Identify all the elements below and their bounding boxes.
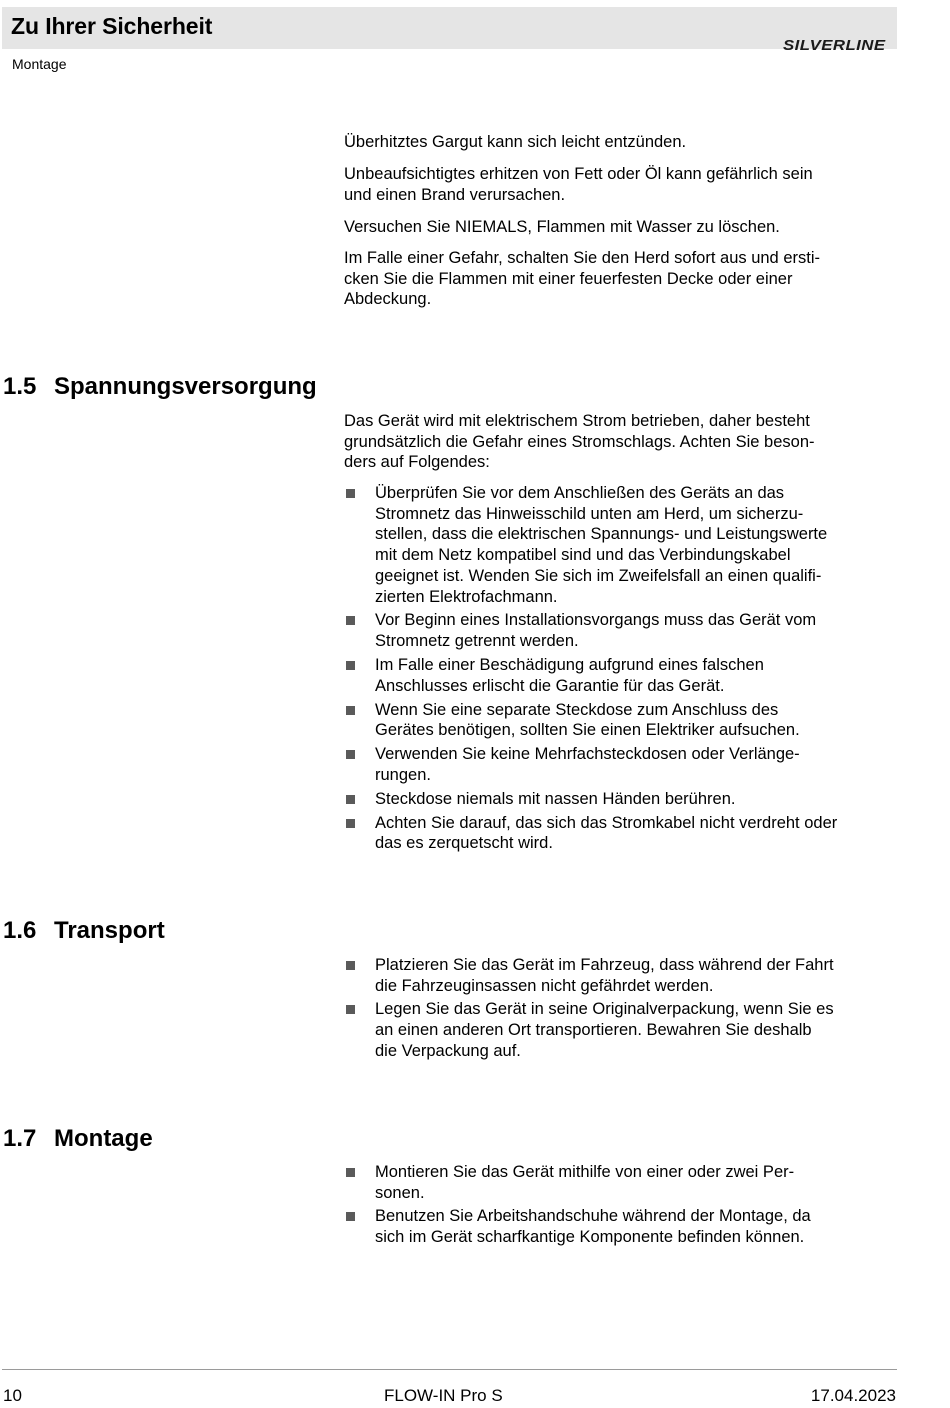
bullet-text-line: rungen.: [375, 765, 431, 784]
text-line: Das Gerät wird mit elektrischem Strom betrieben, daher besteht: [344, 412, 810, 430]
page-number: 10: [3, 1386, 22, 1405]
bullet-square-icon: [346, 661, 355, 670]
bullet-text-line: sonen.: [375, 1183, 425, 1202]
text-line: Im Falle einer Gefahr, schalten Sie den Herd sofort aus und ersti-: [344, 249, 820, 267]
bullet-text-line: Im Falle einer Beschädigung aufgrund eines falschen: [375, 656, 764, 674]
bullet-square-icon: [346, 616, 355, 625]
bullet-item: [344, 999, 914, 1061]
bullet-square-icon: [346, 1005, 355, 1014]
bullet-text-line: Montieren Sie das Gerät mithilfe von einer oder zwei Per-: [375, 1163, 795, 1181]
intro-paragraph: Überhitztes Gargut kann sich leicht entzünden.: [344, 133, 687, 151]
bullet-text-line: zierten Elektrofachmann.: [375, 587, 558, 606]
bullet-text-line: Legen Sie das Gerät in seine Originalverpackung, wenn Sie es: [375, 1000, 834, 1019]
bullet-square-icon: [346, 1168, 355, 1177]
bullet-text-line: Verwenden Sie keine Mehrfachsteckdosen oder Verlänge-: [375, 745, 800, 764]
bullet-item: [344, 1206, 914, 1247]
text-line: und einen Brand verursachen.: [344, 185, 566, 204]
bullet-square-icon: [346, 819, 355, 828]
intro-paragraph: [344, 164, 904, 205]
bullet-list: [344, 1162, 914, 1248]
page-title: Zu Ihrer Sicherheit: [11, 13, 213, 39]
bullet-square-icon: [346, 795, 355, 804]
section-number: 1.6: [3, 917, 37, 944]
section-title: Montage: [54, 1125, 153, 1152]
bullet-text-line: Anschlusses erlischt die Garantie für das Gerät.: [375, 676, 725, 695]
section-intro: [344, 411, 904, 473]
bullet-text-line: das es zerquetscht wird.: [375, 834, 553, 853]
bullet-item: [344, 655, 914, 696]
section-title: Spannungsversorgung: [54, 373, 317, 400]
bullet-square-icon: [346, 1212, 355, 1221]
bullet-square-icon: [346, 961, 355, 970]
bullet-list: [344, 955, 914, 1062]
intro-paragraph: [344, 248, 904, 310]
section-heading: [3, 1125, 153, 1153]
bullet-text-line: Vor Beginn eines Installationsvorgangs muss das Gerät vom: [375, 611, 817, 630]
bullet-item: [344, 700, 914, 741]
bullet-text-line: Gerätes benötigen, sollten Sie einen Elektriker aufsuchen.: [375, 721, 800, 740]
footer-divider: [2, 1369, 897, 1370]
bullet-text-line: Stromnetz das Hinweisschild unten am Herd, um sicherzu-: [375, 504, 804, 523]
intro-paragraph: Versuchen Sie NIEMALS, Flammen mit Wasser zu löschen.: [344, 218, 780, 236]
bullet-item: [344, 813, 914, 854]
bullet-square-icon: [346, 489, 355, 498]
section-number: 1.5: [3, 373, 37, 400]
document-date: 17.04.2023: [810, 1386, 896, 1405]
bullet-text-line: Steckdose niemals mit nassen Händen berühren.: [375, 789, 736, 808]
bullet-text-line: die Fahrzeuginsassen nicht gefährdet werden.: [375, 976, 714, 995]
text-line: ders auf Folgendes:: [344, 453, 490, 472]
product-name: FLOW-IN Pro S: [384, 1386, 503, 1405]
bullet-item: [344, 483, 914, 607]
bullet-item: [344, 1162, 914, 1203]
bullet-text-line: die Verpackung auf.: [375, 1041, 521, 1060]
text-line: Abdeckung.: [344, 290, 432, 309]
bullet-text-line: Überprüfen Sie vor dem Anschließen des Geräts an das: [375, 484, 785, 502]
bullet-item: [344, 744, 914, 785]
page-subtitle: Montage: [12, 56, 67, 72]
section-number: 1.7: [3, 1125, 37, 1152]
section-title: Transport: [54, 917, 165, 944]
bullet-square-icon: [346, 706, 355, 715]
bullet-text-line: Stromnetz getrennt werden.: [375, 632, 579, 651]
section-heading: [3, 917, 165, 945]
bullet-text-line: Benutzen Sie Arbeitshandschuhe während der Montage, da: [375, 1207, 811, 1226]
bullet-item: [344, 789, 914, 810]
brand-logo: SILVERLINE: [783, 37, 886, 54]
bullet-text-line: stellen, dass die elektrischen Spannungs- und Leistungswerte: [375, 525, 828, 544]
text-line: Unbeaufsichtigtes erhitzen von Fett oder Öl kann gefährlich sein: [344, 165, 813, 183]
text-line: cken Sie die Flammen mit einer feuerfesten Decke oder einer: [344, 269, 793, 288]
bullet-square-icon: [346, 750, 355, 759]
bullet-text-line: Platzieren Sie das Gerät im Fahrzeug, dass während der Fahrt: [375, 956, 834, 974]
bullet-text-line: geeignet ist. Wenden Sie sich im Zweifelsfall an einen qualifi-: [375, 566, 822, 585]
text-line: grundsätzlich die Gefahr eines Stromschlags. Achten Sie beson-: [344, 432, 815, 451]
bullet-text-line: an einen anderen Ort transportieren. Bewahren Sie deshalb: [375, 1021, 812, 1040]
section-heading: [3, 373, 317, 401]
bullet-text-line: Wenn Sie eine separate Steckdose zum Anschluss des: [375, 700, 779, 719]
bullet-item: [344, 610, 914, 651]
bullet-text-line: mit dem Netz kompatibel sind und das Verbindungskabel: [375, 546, 791, 565]
bullet-list: [344, 483, 914, 854]
bullet-text-line: sich im Gerät scharfkantige Komponente befinden können.: [375, 1228, 805, 1247]
bullet-text-line: Achten Sie darauf, das sich das Stromkabel nicht verdreht oder: [375, 813, 838, 832]
bullet-item: [344, 955, 914, 996]
